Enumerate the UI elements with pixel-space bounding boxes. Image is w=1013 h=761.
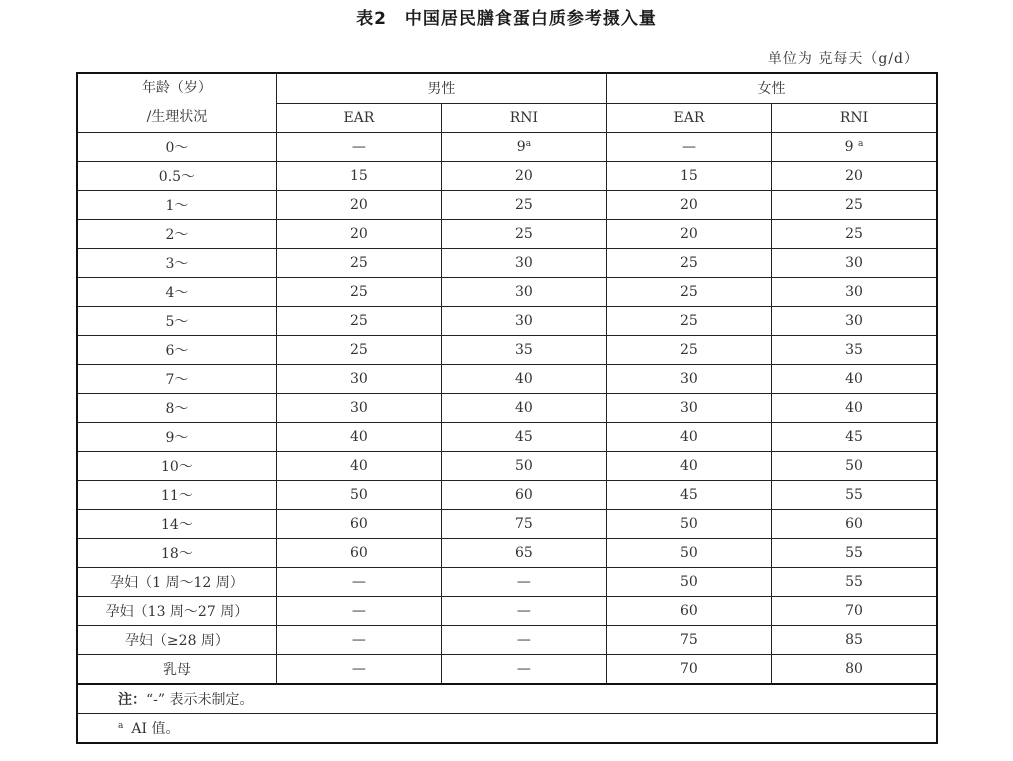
age-cell: 孕妇（≥28 周） xyxy=(77,626,276,655)
table-row xyxy=(77,481,937,510)
table-row xyxy=(77,220,937,249)
female-ear-cell: 40 xyxy=(606,423,771,452)
age-cell: 9～ xyxy=(77,423,276,452)
female-rni-cell: 30 xyxy=(771,249,937,278)
male-ear-cell: — xyxy=(276,133,441,162)
age-cell: 3～ xyxy=(77,249,276,278)
age-cell: 孕妇（13 周～27 周） xyxy=(77,597,276,626)
female-ear-cell: 75 xyxy=(606,626,771,655)
male-ear-cell: 20 xyxy=(276,191,441,220)
age-cell: 5～ xyxy=(77,307,276,336)
value: 9 xyxy=(844,139,854,155)
female-ear-cell: 25 xyxy=(606,336,771,365)
male-ear-cell: 40 xyxy=(276,452,441,481)
male-rni-cell: 75 xyxy=(441,510,606,539)
female-rni-cell: 30 xyxy=(771,307,937,336)
male-rni-cell: 40 xyxy=(441,365,606,394)
male-ear-cell: 30 xyxy=(276,394,441,423)
footnote-text: AI 值。 xyxy=(131,721,180,737)
female-rni-cell: 80 xyxy=(771,655,937,685)
male-ear-cell: — xyxy=(276,626,441,655)
male-ear-cell: 40 xyxy=(276,423,441,452)
female-ear-cell: 20 xyxy=(606,220,771,249)
male-ear-cell: 25 xyxy=(276,278,441,307)
female-rni-cell: 50 xyxy=(771,452,937,481)
table-row xyxy=(77,162,937,191)
male-ear-cell: 15 xyxy=(276,162,441,191)
table-row xyxy=(77,307,937,336)
table-row xyxy=(77,568,937,597)
table-row xyxy=(77,626,937,655)
female-rni-cell: 55 xyxy=(771,568,937,597)
table-title xyxy=(0,4,1013,29)
age-cell: 11～ xyxy=(77,481,276,510)
table-row xyxy=(77,336,937,365)
male-rni-cell: 50 xyxy=(441,452,606,481)
male-rni-cell: — xyxy=(441,597,606,626)
footnote-marker: a xyxy=(118,721,124,731)
table-row xyxy=(77,655,937,685)
note-text: “-” 表示未制定。 xyxy=(146,692,254,708)
table-row xyxy=(77,249,937,278)
table-row xyxy=(77,510,937,539)
note-cell xyxy=(77,684,937,714)
age-cell: 4～ xyxy=(77,278,276,307)
female-ear-cell: 70 xyxy=(606,655,771,685)
female-ear-cell: 60 xyxy=(606,597,771,626)
male-ear-cell: — xyxy=(276,655,441,685)
female-ear-cell: 50 xyxy=(606,568,771,597)
male-group-header: 男性 xyxy=(276,73,606,103)
male-rni-cell: 30 xyxy=(441,307,606,336)
female-rni-cell: 40 xyxy=(771,365,937,394)
footnote-marker: a xyxy=(525,139,532,149)
footnote-marker: a xyxy=(857,139,864,149)
male-rni-cell xyxy=(441,133,606,162)
age-cell: 8～ xyxy=(77,394,276,423)
male-rni-cell: 60 xyxy=(441,481,606,510)
male-ear-cell: 60 xyxy=(276,539,441,568)
age-cell: 孕妇（1 周～12 周） xyxy=(77,568,276,597)
footnote-row xyxy=(77,714,937,744)
female-rni-cell: 55 xyxy=(771,539,937,568)
female-ear-cell: 25 xyxy=(606,278,771,307)
male-rni-cell: 25 xyxy=(441,220,606,249)
female-ear-cell: 50 xyxy=(606,539,771,568)
male-ear-cell: 50 xyxy=(276,481,441,510)
female-ear-cell: 30 xyxy=(606,394,771,423)
female-ear-cell: 25 xyxy=(606,249,771,278)
table-row xyxy=(77,191,937,220)
table-row xyxy=(77,133,937,162)
female-rni-cell: 35 xyxy=(771,336,937,365)
table-row xyxy=(77,597,937,626)
male-rni-cell: 30 xyxy=(441,278,606,307)
age-cell: 7～ xyxy=(77,365,276,394)
male-rni-cell: 35 xyxy=(441,336,606,365)
male-rni-cell: 45 xyxy=(441,423,606,452)
female-rni-header: RNI xyxy=(771,103,937,133)
male-rni-cell: 40 xyxy=(441,394,606,423)
age-header-line2: /生理状况 xyxy=(146,109,208,125)
age-cell: 10～ xyxy=(77,452,276,481)
female-group-header: 女性 xyxy=(606,73,937,103)
male-rni-header: RNI xyxy=(441,103,606,133)
age-cell: 2～ xyxy=(77,220,276,249)
female-ear-cell: 15 xyxy=(606,162,771,191)
female-rni-cell: 55 xyxy=(771,481,937,510)
female-ear-cell: — xyxy=(606,133,771,162)
female-rni-cell xyxy=(771,133,937,162)
female-rni-cell: 85 xyxy=(771,626,937,655)
male-ear-cell: — xyxy=(276,597,441,626)
age-cell: 乳母 xyxy=(77,655,276,685)
footnote-cell xyxy=(77,714,937,744)
female-rni-cell: 60 xyxy=(771,510,937,539)
table-number: 表2 xyxy=(356,9,387,29)
female-ear-cell: 40 xyxy=(606,452,771,481)
female-ear-cell: 30 xyxy=(606,365,771,394)
age-cell: 0.5～ xyxy=(77,162,276,191)
female-rni-cell: 30 xyxy=(771,278,937,307)
male-rni-cell: 30 xyxy=(441,249,606,278)
female-rni-cell: 70 xyxy=(771,597,937,626)
male-ear-cell: 25 xyxy=(276,249,441,278)
table-row xyxy=(77,278,937,307)
male-rni-cell: — xyxy=(441,568,606,597)
male-rni-cell: — xyxy=(441,655,606,685)
value: 9 xyxy=(516,139,526,155)
male-rni-cell: 65 xyxy=(441,539,606,568)
table-row xyxy=(77,539,937,568)
female-rni-cell: 40 xyxy=(771,394,937,423)
age-cell: 6～ xyxy=(77,336,276,365)
female-rni-cell: 20 xyxy=(771,162,937,191)
age-column-header xyxy=(77,73,276,133)
note-row xyxy=(77,684,937,714)
female-rni-cell: 45 xyxy=(771,423,937,452)
male-rni-cell: 25 xyxy=(441,191,606,220)
table-row xyxy=(77,423,937,452)
table-caption: 中国居民膳食蛋白质参考摄入量 xyxy=(404,9,657,29)
male-ear-header: EAR xyxy=(276,103,441,133)
male-ear-cell: 25 xyxy=(276,307,441,336)
male-ear-cell: 60 xyxy=(276,510,441,539)
female-ear-cell: 45 xyxy=(606,481,771,510)
male-ear-cell: 20 xyxy=(276,220,441,249)
male-ear-cell: — xyxy=(276,568,441,597)
age-cell: 1～ xyxy=(77,191,276,220)
age-cell: 18～ xyxy=(77,539,276,568)
age-header-line1: 年龄（岁） xyxy=(141,80,212,96)
female-rni-cell: 25 xyxy=(771,191,937,220)
age-cell: 0～ xyxy=(77,133,276,162)
note-label: 注： xyxy=(118,692,146,708)
male-ear-cell: 30 xyxy=(276,365,441,394)
table-row xyxy=(77,394,937,423)
female-ear-cell: 50 xyxy=(606,510,771,539)
age-cell: 14～ xyxy=(77,510,276,539)
male-rni-cell: — xyxy=(441,626,606,655)
unit-label: 单位为 克每天（g/d） xyxy=(767,51,919,67)
protein-intake-table xyxy=(76,72,938,744)
male-ear-cell: 25 xyxy=(276,336,441,365)
male-rni-cell: 20 xyxy=(441,162,606,191)
female-ear-cell: 20 xyxy=(606,191,771,220)
female-rni-cell: 25 xyxy=(771,220,937,249)
female-ear-header: EAR xyxy=(606,103,771,133)
table-row xyxy=(77,365,937,394)
female-ear-cell: 25 xyxy=(606,307,771,336)
table-row xyxy=(77,452,937,481)
